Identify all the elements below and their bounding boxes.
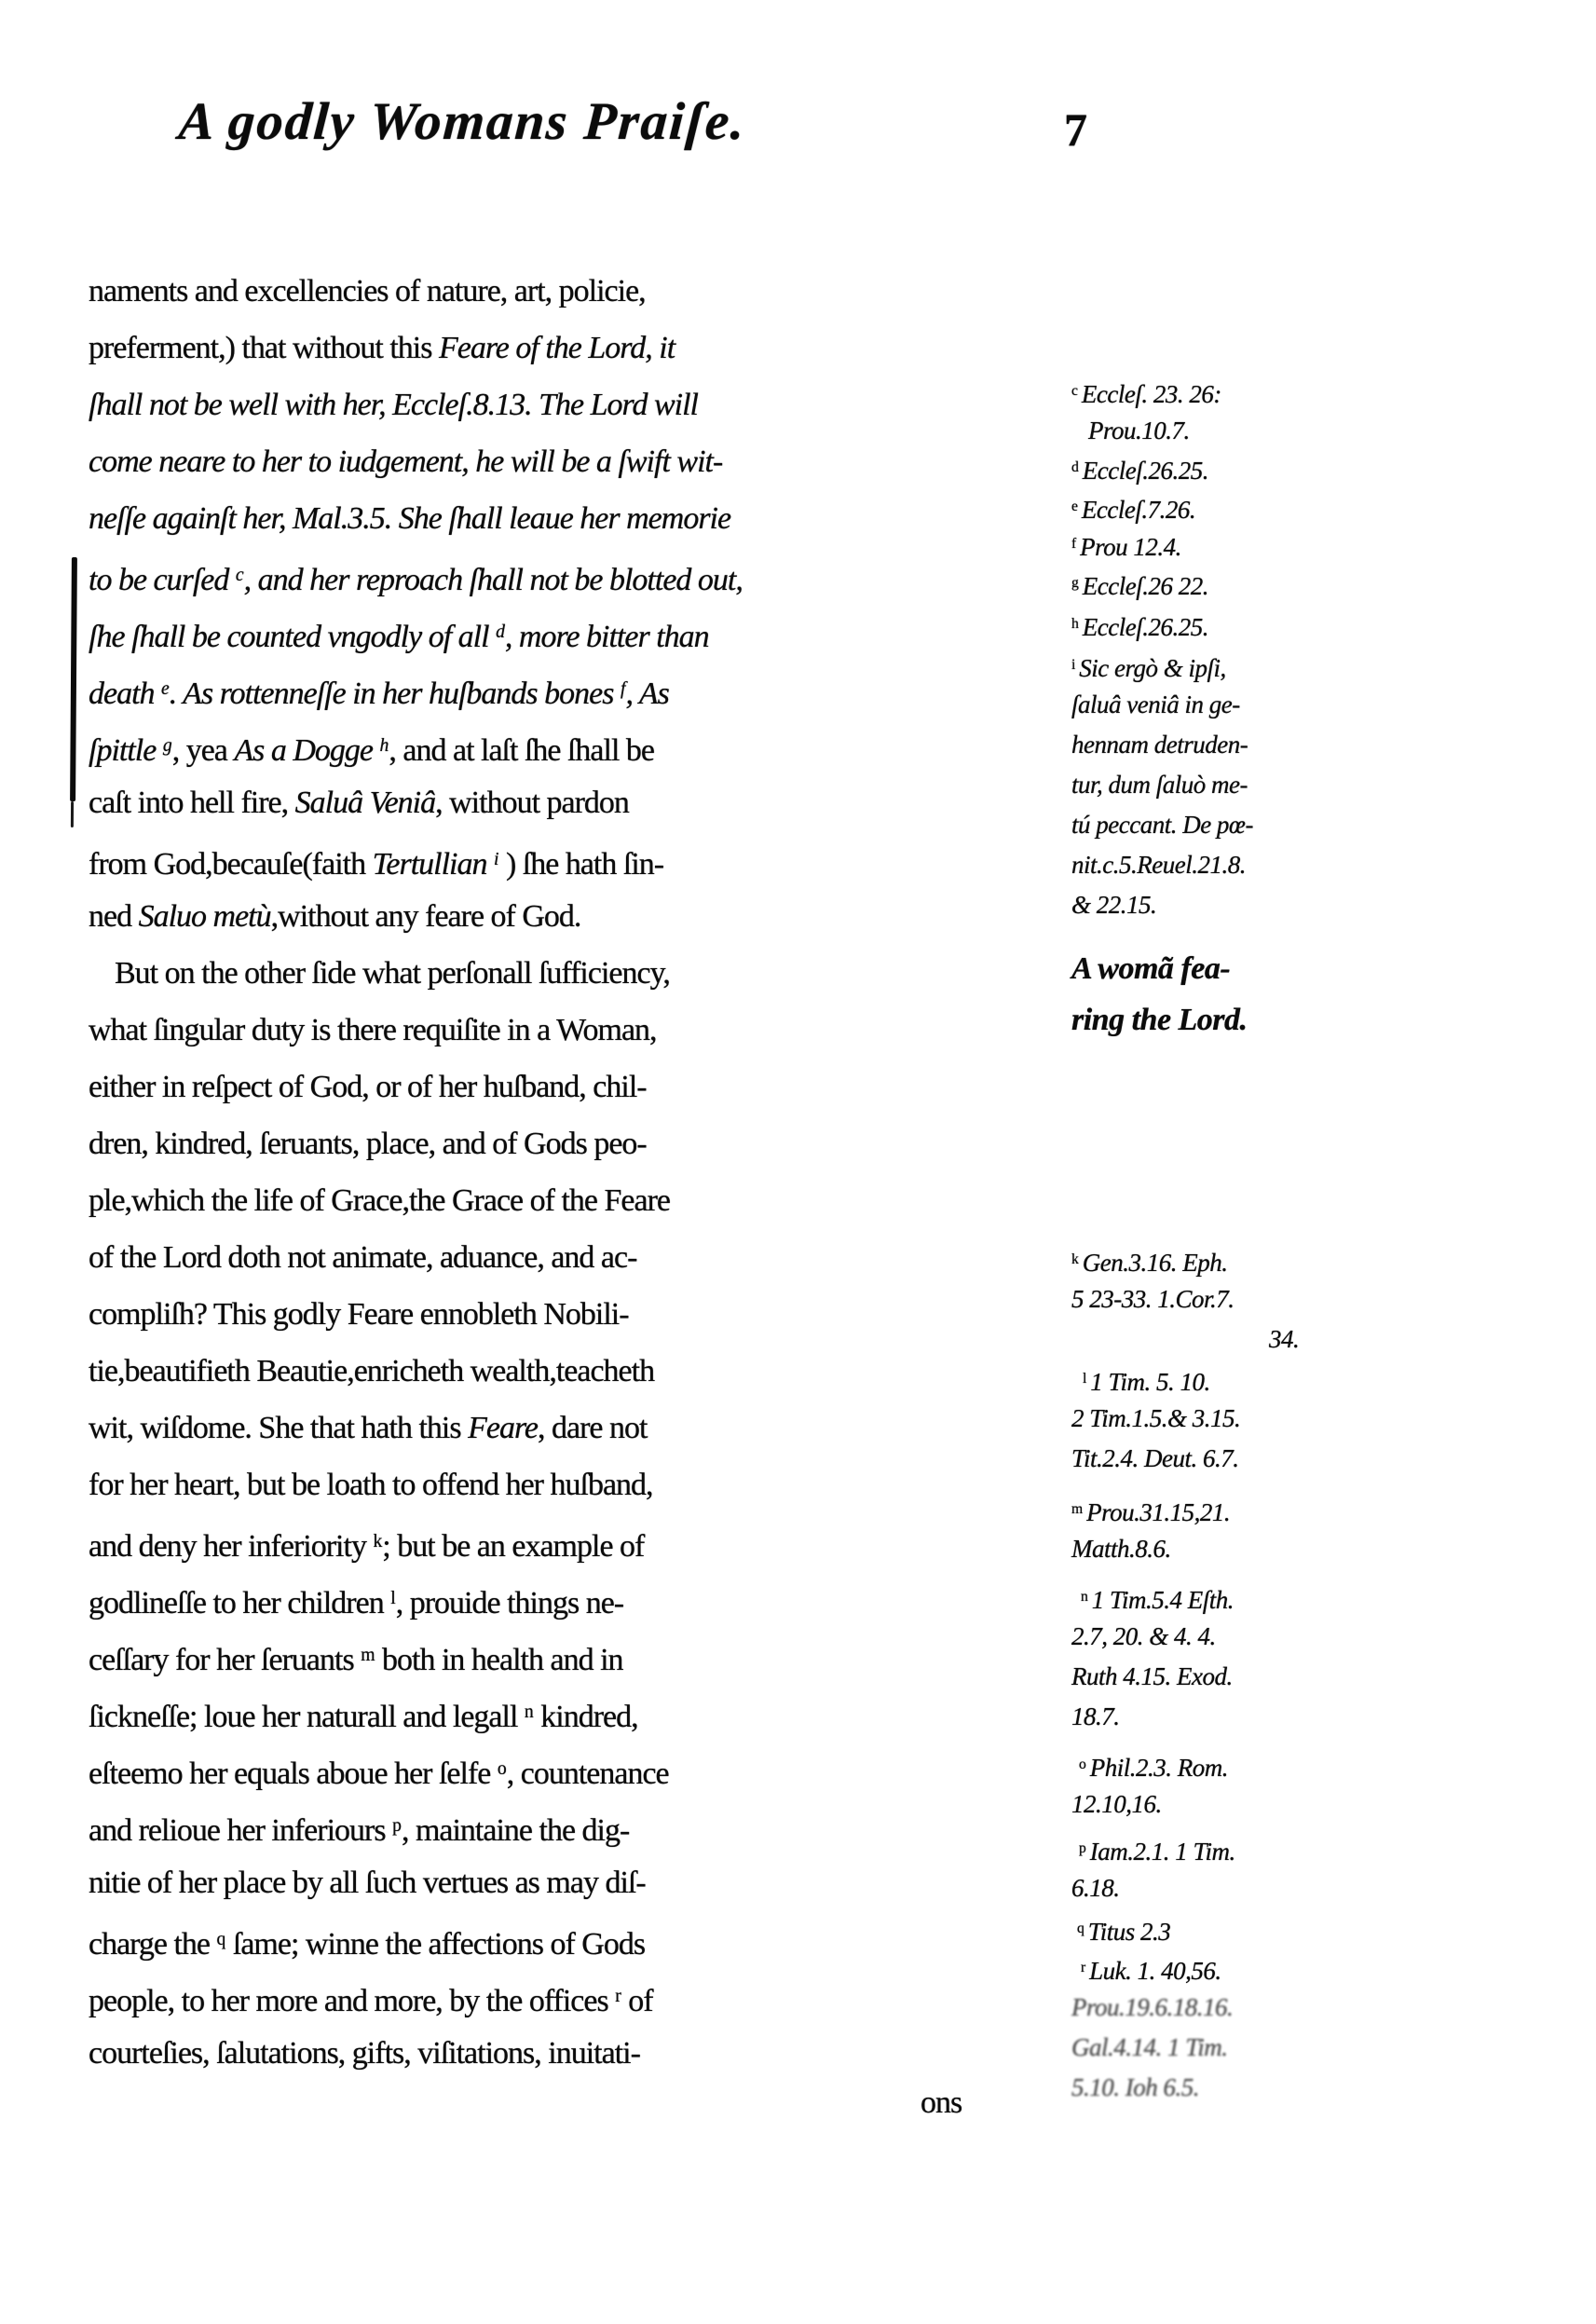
text-run: e: [1071, 499, 1082, 514]
text-run: k: [1071, 1251, 1083, 1267]
text-line: [89, 263, 750, 320]
text-run: m: [1071, 1501, 1087, 1517]
text-line: [1071, 1828, 1593, 1868]
text-run: Eccleſ. 23. 26:: [1081, 379, 1221, 408]
text-line: [1071, 1577, 1593, 1617]
text-run: naments and excellencies of nature, art, policie,: [89, 274, 646, 308]
text-line: [1071, 2028, 1593, 2068]
text-run: eſteemo her equals aboue her ſelfe: [89, 1756, 498, 1791]
text-run: wit, wiſdome. She that hath this: [89, 1411, 469, 1445]
text-line: [1071, 2068, 1593, 2108]
text-run: f: [620, 678, 626, 699]
margin-note: [1071, 447, 1593, 487]
text-run: c: [235, 565, 244, 585]
text-line: [89, 831, 750, 888]
text-run: g: [162, 735, 172, 756]
text-run: ſpittle: [89, 732, 163, 768]
text-run: ſame; winne the affections of Gods: [225, 1926, 646, 1962]
text-run: , yea: [171, 732, 235, 768]
text-run: kindred,: [533, 1699, 638, 1734]
text-line: [1071, 1868, 1593, 1908]
text-line: [89, 2025, 750, 2082]
margin-heading-note: [1071, 943, 1593, 1046]
text-run: h: [379, 735, 389, 756]
text-run: of the Lord doth not animate, aduance, and ac-: [89, 1240, 637, 1275]
text-run: and deny her inferiority: [89, 1528, 374, 1564]
margin-note: [1071, 1744, 1593, 1825]
text-run: 2 Tim.1.5.& 3.15.: [1071, 1404, 1241, 1432]
text-line: [89, 1343, 750, 1400]
text-run: l: [390, 1588, 396, 1608]
text-run: Gen.3.16. Eph.: [1082, 1248, 1228, 1277]
text-run: Prou 12.4.: [1080, 532, 1181, 561]
text-run: come neare to her to iudgement, he will be a ſwift wit-: [89, 444, 723, 479]
text-line: [89, 604, 750, 661]
text-line: [1071, 1319, 1593, 1360]
text-run: 2.7, 20. & 4. 4.: [1071, 1622, 1216, 1650]
text-run: godlineſſe to her children: [89, 1585, 391, 1620]
text-run: m: [361, 1645, 375, 1665]
text-line: [1071, 845, 1593, 885]
text-run: Saluo metù: [138, 899, 271, 934]
text-run: ,without any feare of God.: [270, 899, 581, 934]
text-run: Luk. 1. 40,56.: [1089, 1956, 1221, 1985]
text-line: [1071, 1697, 1593, 1737]
text-line: [1071, 563, 1593, 603]
text-run: to be curſed: [89, 562, 236, 597]
text-line: [89, 433, 750, 490]
margin-note: [1071, 604, 1593, 644]
text-run: e: [161, 678, 170, 699]
text-line: [1071, 1489, 1593, 1529]
text-run: , maintaine the dig-: [401, 1812, 630, 1848]
catchword: ons: [921, 2085, 962, 2120]
text-line: [1071, 447, 1593, 487]
text-run: 12.10,16.: [1071, 1790, 1162, 1818]
text-line: [1071, 765, 1593, 805]
text-line: [1071, 1657, 1593, 1697]
text-line: [89, 1741, 750, 1798]
text-run: 1 Tim. 5. 10.: [1090, 1367, 1210, 1396]
text-run: l: [1083, 1371, 1091, 1387]
text-line: [1071, 1988, 1593, 2028]
text-run: i: [494, 849, 499, 869]
text-line: [89, 1513, 750, 1570]
text-run: . As rottenneſſe in her huſbands bones: [169, 676, 621, 711]
text-run: Tit.2.4. Deut. 6.7.: [1071, 1444, 1239, 1472]
text-run: h: [1071, 616, 1083, 632]
text-run: ; but be an example of: [382, 1528, 645, 1564]
text-run: d: [496, 622, 505, 642]
text-run: nit.c.5.Reuel.21.8.: [1071, 851, 1246, 879]
text-line: [89, 1456, 750, 1513]
text-run: , dare not: [538, 1411, 648, 1445]
text-line: [1071, 1359, 1593, 1399]
text-run: people, to her more and more, by the offices: [89, 1983, 616, 2018]
text-line: [89, 718, 750, 774]
text-run: Iam.2.1. 1 Tim.: [1089, 1837, 1235, 1866]
text-run: and relioue her inferiours: [89, 1812, 393, 1848]
text-run: charge the: [89, 1926, 217, 1962]
margin-note: [1071, 524, 1593, 564]
text-line: [1071, 486, 1593, 526]
text-line: [1071, 1617, 1593, 1657]
text-line: [89, 490, 750, 547]
text-run: ſhe ſhall be counted vngodly of all: [89, 619, 497, 654]
text-run: r: [1081, 1960, 1090, 1975]
text-run: neſſe againſt her, Mal.3.5. She ſhall leaue her memorie: [89, 501, 731, 536]
text-line: [1071, 885, 1593, 925]
margin-note: [1071, 486, 1593, 526]
text-line: [89, 1854, 750, 1911]
margin-note: [1071, 1577, 1593, 1737]
text-line: [89, 1172, 750, 1229]
text-run: Titus 2.3: [1087, 1917, 1171, 1946]
text-line: [1071, 371, 1593, 411]
margin-note: [1071, 1948, 1593, 2108]
text-run: Prou.10.7.: [1088, 417, 1190, 444]
text-line: [89, 945, 750, 1002]
running-header: A godly Womans Praiſe.: [176, 92, 748, 151]
text-run: , more bitter than: [504, 619, 709, 654]
text-run: Tertullian: [372, 846, 494, 882]
text-line: [1071, 1399, 1593, 1439]
text-line: [1071, 1744, 1593, 1784]
text-run: 6.18.: [1071, 1874, 1120, 1902]
text-run: ring the Lord.: [1071, 1003, 1248, 1037]
text-line: [89, 1286, 750, 1343]
text-run: dren, kindred, ſeruants, place, and of Gods peo-: [89, 1127, 647, 1161]
text-run: k: [373, 1531, 383, 1552]
margin-note: [1071, 1908, 1593, 1948]
text-run: ceſſary for her ſeruants: [89, 1642, 361, 1677]
text-run: 5 23-33. 1.Cor.7.: [1071, 1285, 1235, 1313]
text-line: [89, 376, 750, 433]
text-run: n: [524, 1702, 534, 1722]
text-run: what ſingular duty is there requiſite in a Woman,: [89, 1013, 657, 1047]
text-line: [89, 1570, 750, 1627]
text-line: [89, 1115, 750, 1172]
text-run: 34.: [1269, 1325, 1300, 1353]
text-run: Prou.31.15,21.: [1086, 1497, 1231, 1526]
text-run: i: [1071, 657, 1080, 673]
text-run: Saluâ Veniâ: [294, 786, 436, 820]
text-run: 18.7.: [1071, 1702, 1120, 1730]
text-run: Eccleſ.26.25.: [1082, 612, 1208, 641]
body-text: [89, 263, 750, 2082]
text-run: preferment,) that without this: [89, 331, 439, 365]
text-run: tie,beautifieth Beautie,enricheth wealth,teacheth: [89, 1354, 655, 1388]
text-line: [89, 1684, 750, 1741]
text-run: , and her reproach ſhall not be blotted out,: [243, 562, 743, 597]
text-run: But on the other ſide what perſonall ſufficiency,: [115, 956, 670, 991]
text-run: ned: [89, 899, 139, 934]
text-run: A womã fea-: [1071, 951, 1231, 986]
text-run: p: [1079, 1840, 1090, 1856]
text-run: Phil.2.3. Rom.: [1089, 1753, 1228, 1782]
margin-note: [1071, 1359, 1593, 1479]
text-run: , without pardon: [435, 786, 629, 820]
text-run: , As: [625, 676, 669, 711]
text-line: [89, 1059, 750, 1115]
text-line: [89, 1911, 750, 1968]
text-line: [1071, 604, 1593, 644]
text-run: Prou.19.6.18.16.: [1071, 1993, 1234, 2021]
text-line: [89, 1798, 750, 1854]
text-line: [1071, 645, 1593, 685]
text-line: [89, 1627, 750, 1684]
text-line: [1071, 1439, 1593, 1479]
margin-note: [1071, 563, 1593, 603]
text-run: q: [216, 1929, 226, 1949]
text-run: tú peccant. De pœ-: [1071, 811, 1253, 839]
text-line: [89, 1002, 750, 1059]
text-line: [1071, 1239, 1593, 1279]
text-run: ) ſhe hath ſin-: [498, 846, 664, 882]
text-run: p: [392, 1815, 402, 1836]
text-run: Matth.8.6.: [1071, 1535, 1171, 1563]
text-run: g: [1071, 575, 1083, 591]
text-line: [89, 661, 750, 718]
margin-note: [1071, 371, 1593, 451]
text-run: Feare: [468, 1411, 538, 1445]
text-run: ſhall not be well with her, Eccleſ.8.13. The Lord will: [89, 388, 698, 422]
text-run: tur, dum ſaluò me-: [1071, 771, 1248, 799]
text-line: [89, 547, 750, 604]
text-run: 5.10. Ioh 6.5.: [1071, 2073, 1199, 2101]
text-run: Feare of the Lord, it: [438, 331, 675, 365]
text-run: f: [1071, 536, 1081, 552]
text-line: [1071, 1948, 1593, 1988]
text-run: & 22.15.: [1071, 891, 1157, 919]
text-run: , prouide things ne-: [395, 1585, 624, 1620]
text-run: either in reſpect of God, or of her huſband, chil-: [89, 1070, 647, 1104]
text-run: Ruth 4.15. Exod.: [1071, 1662, 1233, 1690]
marginal-ink-rule: [70, 557, 77, 801]
text-run: of: [621, 1983, 653, 2018]
margin-note: [1071, 645, 1593, 925]
text-run: o: [497, 1758, 507, 1779]
text-run: courteſies, ſalutations, gifts, viſitations, inuitati-: [89, 2036, 640, 2071]
text-run: As a Dogge: [234, 732, 380, 768]
text-run: both in health and in: [375, 1642, 623, 1677]
text-run: from God,becauſe(faith: [89, 846, 373, 882]
text-run: Eccleſ.26 22.: [1082, 571, 1208, 600]
text-line: [1071, 994, 1593, 1046]
text-line: [89, 1968, 750, 2025]
text-run: 1 Tim.5.4 Eſth.: [1091, 1585, 1235, 1614]
text-run: for her heart, but be loath to offend her huſband,: [89, 1468, 653, 1502]
text-line: [89, 1229, 750, 1286]
margin-note: [1071, 1239, 1593, 1360]
text-run: Sic ergò & ipſi,: [1079, 653, 1226, 682]
text-run: Eccleſ.26.25.: [1082, 456, 1208, 485]
text-run: , countenance: [506, 1756, 669, 1791]
margin-note: [1071, 1828, 1593, 1908]
text-run: r: [615, 1986, 621, 2006]
text-run: nitie of her place by all ſuch vertues as may diſ-: [89, 1866, 646, 1900]
text-line: [1071, 805, 1593, 845]
text-run: hennam detruden-: [1071, 731, 1248, 759]
text-line: [89, 774, 750, 831]
text-run: death: [89, 676, 162, 711]
text-run: d: [1071, 459, 1083, 475]
text-line: [1071, 725, 1593, 765]
page-number: 7: [1064, 103, 1087, 156]
text-run: compliſh? This godly Feare ennobleth Nobili-: [89, 1297, 629, 1332]
text-run: caſt into hell fire,: [89, 786, 295, 820]
text-run: ple,which the life of Grace,the Grace of the Feare: [89, 1183, 670, 1218]
text-line: [89, 1400, 750, 1456]
text-line: [1071, 524, 1593, 564]
text-line: [1071, 943, 1593, 994]
text-line: [1071, 1279, 1593, 1319]
text-run: q: [1077, 1921, 1088, 1936]
text-line: [1071, 1529, 1593, 1569]
text-line: [1071, 1784, 1593, 1825]
text-run: o: [1079, 1757, 1090, 1772]
text-run: n: [1081, 1589, 1092, 1605]
text-run: ſaluâ veniâ in ge-: [1071, 690, 1240, 718]
text-run: Gal.4.14. 1 Tim.: [1071, 2033, 1228, 2061]
text-run: c: [1071, 383, 1082, 399]
text-line: [1071, 685, 1593, 725]
text-line: [1071, 411, 1593, 451]
text-run: Eccleſ.7.26.: [1081, 495, 1196, 524]
text-line: [89, 888, 750, 945]
text-line: [89, 320, 750, 376]
text-run: ſickneſſe; loue her naturall and legall: [89, 1699, 525, 1734]
text-line: [1071, 1908, 1593, 1948]
text-run: , and at laſt ſhe ſhall be: [389, 732, 655, 768]
margin-note: [1071, 1489, 1593, 1569]
